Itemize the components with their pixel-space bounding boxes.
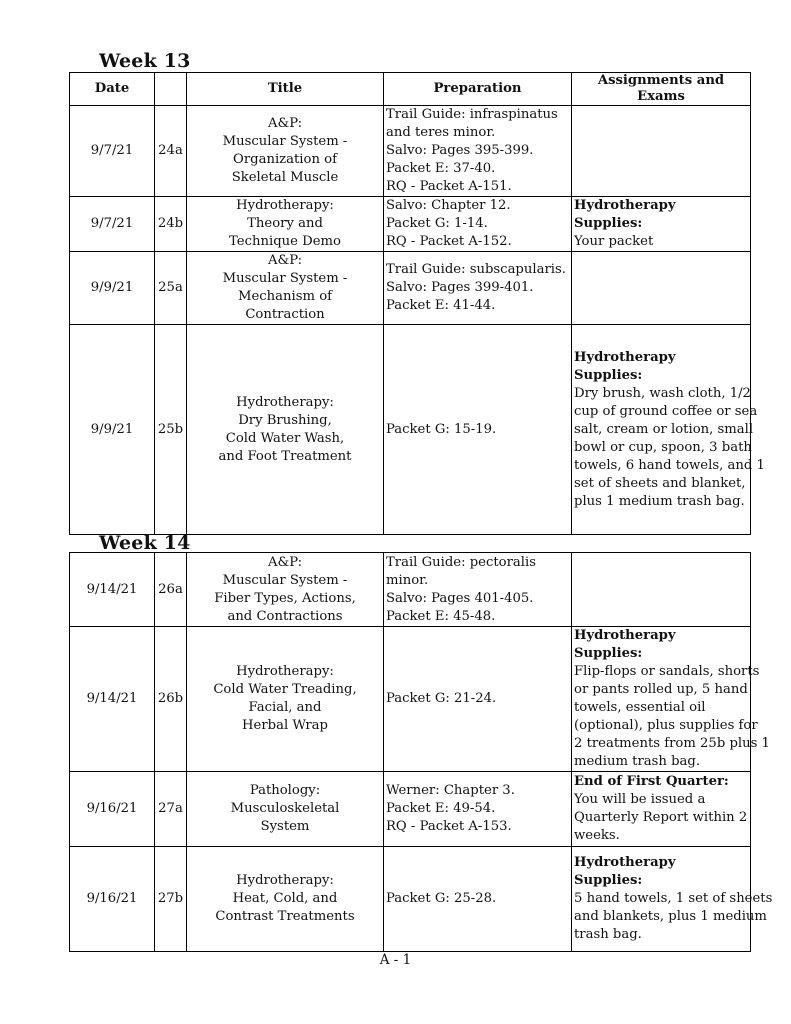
assignment-line: plus 1 medium trash bag. [574, 493, 745, 509]
assignments-cell [572, 553, 751, 627]
session-code-cell: 26a [155, 553, 187, 627]
table-row [70, 772, 751, 847]
assignment-line: bowl or cup, spoon, 3 bath [574, 439, 752, 455]
date-cell: 9/16/21 [70, 772, 155, 847]
assignment-heading: Hydrotherapy Supplies: [574, 349, 676, 383]
title-cell [187, 627, 384, 772]
assignment-line: You will be issued a [574, 792, 706, 807]
week-14-schedule-table [69, 552, 773, 952]
preparation-cell [384, 847, 572, 952]
assignment-heading: End of First Quarter: [574, 774, 729, 789]
preparation-cell [384, 325, 572, 535]
date-cell: 9/14/21 [70, 627, 155, 772]
title-cell [187, 106, 384, 197]
title-line: Fiber Types, Actions, [214, 590, 356, 606]
table-row [70, 847, 751, 952]
header-assignments: Assignments and Exams [572, 73, 751, 106]
assignments-cell [572, 772, 751, 847]
preparation-line: Werner: Chapter 3. [386, 783, 515, 798]
assignment-line: Flip-flops or sandals, shorts [574, 664, 760, 679]
title-line: A&P: [267, 116, 303, 131]
preparation-line: Packet E: 45-48. [386, 608, 496, 624]
assignment-heading: Hydrotherapy Supplies: [574, 855, 676, 888]
assignment-line: Your packet [574, 234, 654, 249]
preparation-line: Salvo: Chapter 12. [386, 198, 511, 213]
assignment-line: weeks. [574, 828, 620, 843]
assignments-cell [572, 627, 770, 772]
table-header-row [70, 73, 751, 106]
title-line: Musculoskeletal [230, 801, 340, 816]
date-cell: 9/14/21 [70, 553, 155, 627]
preparation-line: and teres minor. [386, 125, 496, 140]
title-line: Herbal Wrap [242, 718, 328, 733]
session-code-cell: 27a [155, 772, 187, 847]
preparation-line: Packet G: 15-19. [386, 421, 497, 437]
title-line: Muscular System - [222, 271, 348, 286]
assignment-heading: Hydrotherapy Supplies: [574, 628, 676, 661]
preparation-line: Packet E: 49-54. [386, 801, 496, 816]
assignment-line: towels, essential oil [574, 700, 706, 715]
title-cell [187, 847, 384, 952]
title-cell [187, 252, 384, 325]
assignment-line: 5 hand towels, 1 set of sheets [574, 891, 773, 906]
assignment-line: and blankets, plus 1 medium [574, 909, 767, 924]
title-line: A&P: [267, 253, 303, 268]
title-line: Hydrotherapy: [236, 394, 334, 410]
preparation-cell [384, 252, 572, 325]
date-cell: 9/7/21 [70, 106, 155, 197]
assignment-line: Quarterly Report within 2 [574, 810, 748, 825]
page-number: A - 1 [379, 952, 412, 968]
title-line: Cold Water Treading, [213, 682, 357, 697]
assignment-line: or pants rolled up, 5 hand [574, 682, 748, 697]
preparation-line: Packet G: 21-24. [386, 691, 497, 706]
table-row [70, 106, 751, 197]
title-line: Contrast Treatments [215, 909, 355, 924]
title-line: Contraction [245, 307, 325, 322]
preparation-line: Packet G: 25-28. [386, 891, 497, 906]
title-cell [187, 197, 384, 252]
preparation-line: Salvo: Pages 401-405. [386, 590, 534, 606]
header-title: Title [187, 73, 384, 106]
preparation-line: Trail Guide: pectoralis [386, 554, 536, 570]
title-cell [187, 325, 384, 535]
preparation-cell [384, 106, 572, 197]
preparation-line: RQ - Packet A-151. [386, 179, 512, 194]
preparation-cell [384, 197, 572, 252]
title-line: Organization of [233, 152, 337, 167]
preparation-line: RQ - Packet A-152. [386, 234, 512, 249]
assignment-line: towels, 6 hand towels, and 1 [574, 457, 765, 473]
preparation-cell [384, 772, 572, 847]
assignment-heading: Hydrotherapy Supplies: [574, 198, 676, 231]
preparation-cell [384, 627, 572, 772]
date-cell: 9/16/21 [70, 847, 155, 952]
preparation-cell [384, 553, 572, 627]
assignment-line: Dry brush, wash cloth, 1/2 [574, 385, 751, 401]
assignments-cell [572, 197, 751, 252]
title-line: Pathology: [249, 783, 321, 798]
assignments-cell [572, 325, 765, 535]
preparation-line: Packet E: 37-40. [386, 161, 496, 176]
date-cell: 9/9/21 [70, 252, 155, 325]
title-line: Muscular System - [222, 134, 348, 149]
assignment-line: set of sheets and blanket, [574, 475, 746, 491]
title-line: and Contractions [227, 608, 343, 624]
title-line: Heat, Cold, and [232, 891, 338, 906]
assignment-line: (optional), plus supplies for [574, 718, 758, 733]
title-cell [187, 772, 384, 847]
title-line: Cold Water Wash, [225, 430, 345, 446]
preparation-line: Packet G: 1-14. [386, 216, 488, 231]
preparation-line: minor. [386, 572, 429, 588]
title-line: Mechanism of [237, 289, 333, 304]
table-row [70, 325, 751, 535]
preparation-line: Salvo: Pages 395-399. [386, 143, 534, 158]
session-code-cell: 27b [155, 847, 187, 952]
header-preparation: Preparation [384, 73, 572, 106]
assignments-cell [572, 847, 773, 952]
preparation-line: RQ - Packet A-153. [386, 819, 512, 834]
table-row [70, 252, 751, 325]
title-line: Skeletal Muscle [231, 170, 339, 185]
date-cell: 9/7/21 [70, 197, 155, 252]
date-cell: 9/9/21 [70, 325, 155, 535]
table-row [70, 627, 751, 772]
table-row [70, 197, 751, 252]
preparation-line: Packet E: 41-44. [386, 298, 496, 313]
week-13-title: Week 13 [99, 50, 191, 72]
session-code-cell: 24b [155, 197, 187, 252]
title-line: and Foot Treatment [218, 448, 352, 464]
title-line: Theory and [247, 216, 323, 231]
title-line: Muscular System - [222, 572, 348, 588]
title-line: Technique Demo [229, 234, 341, 249]
title-line: A&P: [267, 554, 303, 570]
preparation-line: Trail Guide: subscapularis. [386, 262, 566, 277]
preparation-line: Salvo: Pages 399-401. [386, 280, 534, 295]
assignments-cell [572, 252, 751, 325]
title-line: Facial, and [248, 700, 322, 715]
assignment-line: cup of ground coffee or sea [574, 403, 758, 419]
assignment-line: salt, cream or lotion, small [574, 421, 754, 437]
week-14-title: Week 14 [99, 532, 191, 554]
assignments-cell [572, 106, 751, 197]
session-code-cell: 25a [155, 252, 187, 325]
assignment-line: trash bag. [574, 927, 642, 942]
session-code-cell: 25b [155, 325, 187, 535]
assignment-line: 2 treatments from 25b plus 1 [574, 736, 770, 751]
week-13-schedule-table [69, 72, 765, 535]
title-line: Hydrotherapy: [236, 873, 334, 888]
header-code [155, 73, 187, 106]
title-line: Hydrotherapy: [236, 664, 334, 679]
title-cell [187, 553, 384, 627]
title-line: Dry Brushing, [238, 412, 332, 428]
table-row [70, 553, 751, 627]
preparation-line: Trail Guide: infraspinatus [386, 107, 558, 122]
header-date: Date [70, 73, 155, 106]
assignment-line: medium trash bag. [574, 754, 701, 769]
title-line: Hydrotherapy: [236, 198, 334, 213]
title-line: System [260, 819, 310, 834]
session-code-cell: 26b [155, 627, 187, 772]
session-code-cell: 24a [155, 106, 187, 197]
